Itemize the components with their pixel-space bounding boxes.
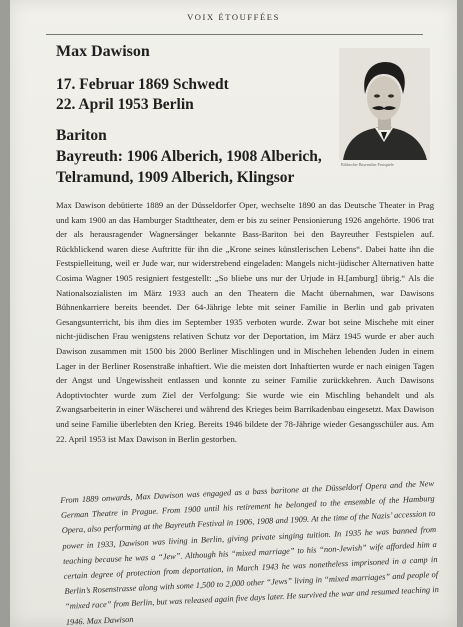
english-text — [60, 476, 440, 627]
german-paragraph: Max Dawison debütierte 1889 an der Düsseldorfer Oper, wechselte 1890 an das Deutsche Theater in Prag und kam 1900 an das Hamburger Stadttheater, dem er bis zu seiner Pensionierung 1926 angehörte. 1906 trat der als herausragender Wagnersänger bekannte Bass-Bariton bei den Bayreuther Festspielen auf. Rückblickend waren diese Auftritte für ihn die „Krone seines künstlerischen Lebens“. Dabei hatte ihn die Festspielleitung, weil er Jude war, nur widerstrebend eingeladen: Mangels nicht-jüdischer Alternativen hatte Cosima Wagner 1905 resigniert festgestellt: „So bliebe uns nur der Urjude in H.[amburg] übrig.“ Als die Nationalsozialisten im März 1933 auch an den Theatern die Macht übernahmen, war Dawisons Bühnenkarriere bereits beendet. Der 64-Jährige lebte mit seiner Familie in Berlin und gab privaten Gesangsunterricht, bis ihm dies im September 1935 verboten wurde. Zwar bot seine Mischehe mit einer nicht-jüdischen Frau wenigstens relativen Schutz vor der Deportation, im März 1945 wurde er aber auch Dawison zusammen mit 1500 bis 2000 Berliner Mischlingen und in Mischehen lebenden Juden in einem Lager in der Berliner Rosenstraße inhaftiert. Wie die meisten dort Inhaftierten wurde er nach einigen Tagen der Angst und Ungewissheit entlassen und konnte zu seiner Familie zurückkehren. Auch Dawisons Adoptivtochter wurde zum Ziel der Verfolgung: Sie wurde wie ein Mischling behandelt und als Zwangsarbeiterin in einer Wäscherei und während des Krieges beim Barrikadenbau eingesetzt. Max Dawison und seine Familie überlebten den Krieg. Bereits 1946 bildete der 78-Jährige wieder Gesangsschüler aus. Am 22. April 1953 ist Max Dawison in Berlin gestorben. — [56, 200, 434, 444]
portrait-photo-icon — [339, 48, 430, 160]
death-date: 22. April 1953 Berlin — [56, 96, 194, 113]
voice-type: Bariton — [56, 127, 107, 144]
photo-caption: Bildarchiv Bayreuther Festspiele — [341, 162, 394, 167]
memorial-panel — [10, 0, 457, 627]
birth-date: 17. Februar 1869 Schwedt — [56, 76, 229, 93]
header-divider — [46, 34, 423, 35]
series-title: VOIX ÉTOUFFÉES — [187, 12, 280, 22]
bayreuth-roles: Bayreuth: 1906 Alberich, 1908 Alberich, Telramund, 1909 Alberich, Klingsor — [56, 148, 322, 186]
english-paragraph: From 1889 onwards, Max Dawison was engaged as a bass baritone at the Düsseldorf Opera and the New German Theatre in Prague. From 1900 until his retirement he belonged to the ensemble of the Hamburg Opera, also performing at the Bayreuth Festival in 1906, 1908 and 1909. At the time of the Nazis’ accession to power in 1933, Dawison was living in Berlin, giving private singing tuition. In 1935 he was banned from teaching because he was a “Jew”. Although his “mixed marriage” to his “non-Jewish” wife afforded him a certain degree of protection from deportation, in March 1943 he was nonetheless imprisoned in a camp in Berlin’s Rosenstrasse along with some 1,500 to 2,000 other “Jews” living in “mixed marriages” and people of “mixed race” from Berlin, but was released again five days later. He survived the war and resumed teaching in 1946. Max Dawison — [60, 479, 439, 627]
german-text — [56, 198, 434, 446]
person-name: Max Dawison — [56, 43, 150, 60]
